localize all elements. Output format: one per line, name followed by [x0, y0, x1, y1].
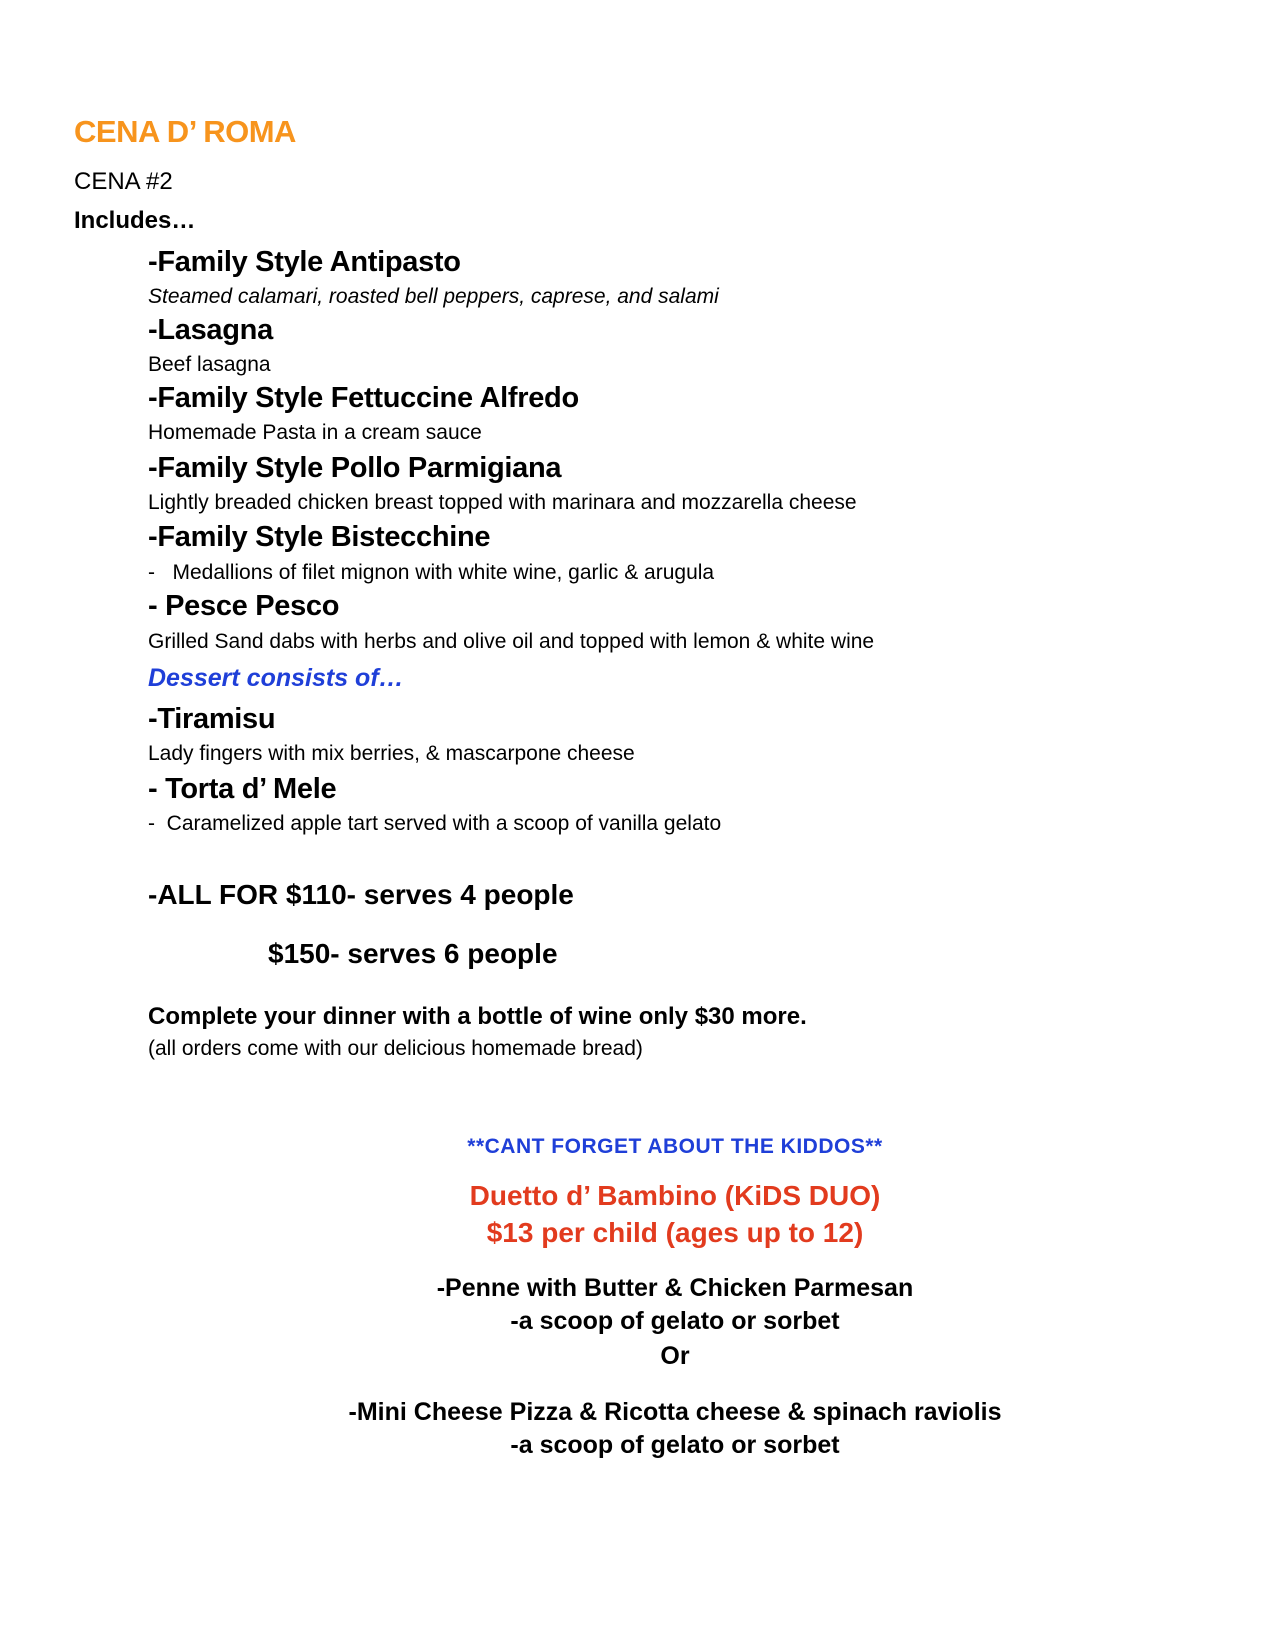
dessert-torta-name: - Torta d’ Mele: [148, 773, 337, 805]
item-bistecchine-desc: - Medallions of filet mignon with white wine, garlic & arugula: [148, 561, 715, 584]
item-alfredo-name: -Family Style Fettuccine Alfredo: [148, 382, 579, 414]
kids-or-divider: Or: [660, 1342, 690, 1370]
dessert-tiramisu-desc: Lady fingers with mix berries, & mascarpone cheese: [148, 742, 635, 765]
kids-tagline: **CANT FORGET ABOUT THE KIDDOS**: [467, 1135, 883, 1158]
item-alfredo-desc: Homemade Pasta in a cream sauce: [148, 421, 482, 444]
item-bistecchine-name: -Family Style Bistecchine: [148, 521, 491, 553]
item-lasagna-name: -Lasagna: [148, 314, 273, 346]
item-pesce-name: - Pesce Pesco: [148, 590, 340, 622]
item-pollo-desc: Lightly breaded chicken breast topped with marinara and mozzarella cheese: [148, 491, 857, 514]
item-lasagna-desc: Beef lasagna: [148, 353, 271, 376]
dessert-heading: Dessert consists of…: [148, 664, 404, 692]
menu-title: CENA D’ ROMA: [74, 114, 296, 149]
kids-title: Duetto d’ Bambino (KiDS DUO): [469, 1180, 881, 1211]
price-six-people: $150- serves 6 people: [268, 938, 558, 969]
kids-price: $13 per child (ages up to 12): [486, 1217, 864, 1248]
bread-note: (all orders come with our delicious homemade bread): [148, 1037, 643, 1060]
includes-heading: Includes…: [74, 207, 196, 234]
item-antipasto-desc: Steamed calamari, roasted bell peppers, caprese, and salami: [148, 285, 719, 308]
kids-option2-dessert: -a scoop of gelato or sorbet: [510, 1431, 840, 1459]
price-four-people: -ALL FOR $110- serves 4 people: [148, 879, 574, 910]
kids-option1-dessert: -a scoop of gelato or sorbet: [510, 1307, 840, 1335]
dessert-tiramisu-name: -Tiramisu: [148, 703, 276, 735]
item-pesce-desc: Grilled Sand dabs with herbs and olive oil and topped with lemon & white wine: [148, 630, 875, 653]
menu-subtitle: CENA #2: [74, 168, 173, 195]
wine-offer: Complete your dinner with a bottle of wine only $30 more.: [148, 1003, 807, 1030]
item-antipasto-name: -Family Style Antipasto: [148, 246, 461, 278]
kids-option2-main: -Mini Cheese Pizza & Ricotta cheese & spinach raviolis: [348, 1398, 1002, 1426]
dessert-torta-desc: - Caramelized apple tart served with a scoop of vanilla gelato: [148, 812, 722, 835]
kids-option1-main: -Penne with Butter & Chicken Parmesan: [436, 1274, 914, 1302]
item-pollo-name: -Family Style Pollo Parmigiana: [148, 452, 562, 484]
